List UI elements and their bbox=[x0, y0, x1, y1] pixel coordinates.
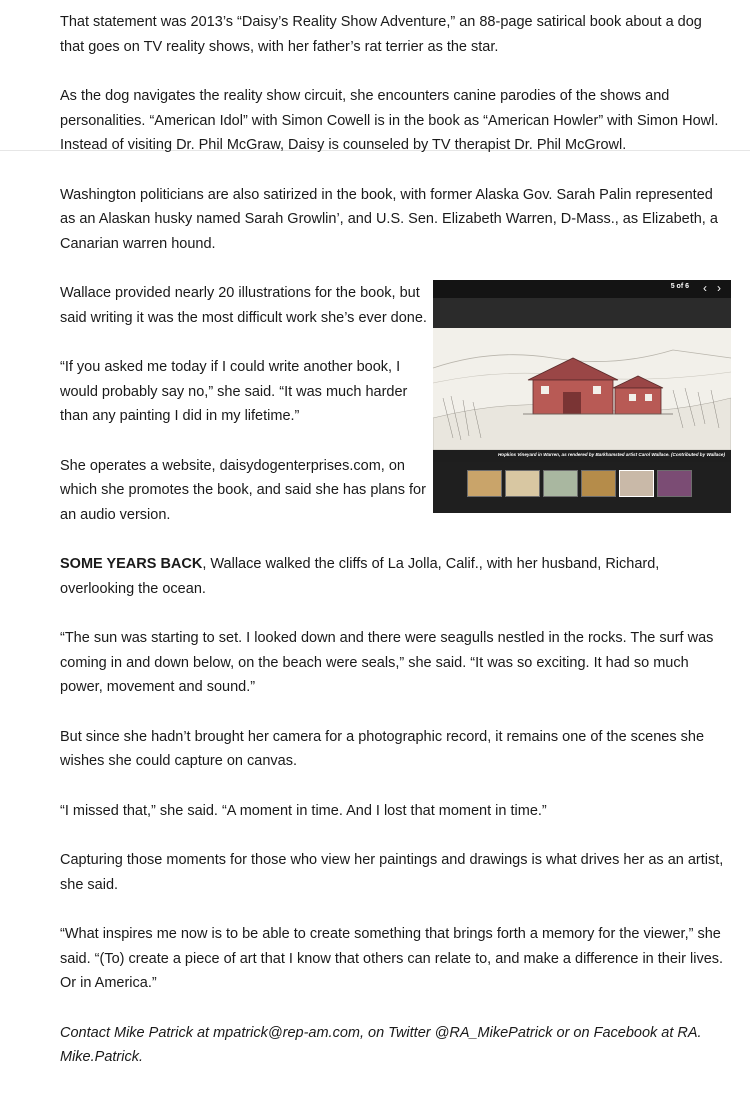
gallery-thumbnail[interactable] bbox=[657, 470, 692, 497]
gallery-thumbnail[interactable] bbox=[543, 470, 578, 497]
paragraph: Capturing those moments for those who view her paintings and drawings is what drives her as an artist, she said. bbox=[60, 852, 724, 893]
gallery-counter: 5 of 6 bbox=[670, 283, 689, 290]
contact-line: Contact Mike Patrick at mpatrick@rep-am.com, on Twitter @RA_MikePatrick or on Facebook at RA. Mike.Patrick. bbox=[60, 1024, 702, 1065]
paragraph: “I missed that,” she said. “A moment in time. And I lost that moment in time.” bbox=[60, 802, 547, 819]
chevron-right-icon[interactable]: › bbox=[717, 281, 721, 295]
barn-sketch-image bbox=[433, 328, 731, 450]
article-body bbox=[60, 10, 730, 1095]
chevron-left-icon[interactable]: ‹ bbox=[703, 281, 707, 295]
paragraph: “What inspires me now is to be able to create something that brings forth a memory for the viewer,” she said. “(To) create a piece of art that I know that others can relate to, and make a difference in their lives. Or in America.” bbox=[60, 926, 724, 991]
paragraph: But since she hadn’t brought her camera for a photographic record, it remains one of the scenes she wishes she could capture on canvas. bbox=[60, 728, 705, 769]
gallery-toolbar bbox=[433, 280, 731, 298]
section-lead: SOME YEARS BACK bbox=[60, 556, 203, 572]
paragraph: Washington politicians are also satirized in the book, with former Alaska Gov. Sarah Palin represented as an Alaskan husky named Sarah Growlin’, and U.S. Sen. Elizabeth Warren, D-Mass., as Elizabeth, a Canarian warren hound. bbox=[60, 186, 718, 252]
paragraph: “The sun was starting to set. I looked down and there were seagulls nestled in the rocks. The surf was coming in and down below, on the beach were seals,” she said. “It was so exciting. It had so much power, movement and sound.” bbox=[60, 630, 714, 695]
paragraph: She operates a website, daisydogenterprises.com, on which she promotes the book, and said she has plans for an audio version. bbox=[60, 457, 426, 523]
paragraph: That statement was 2013’s “Daisy’s Reality Show Adventure,” an 88-page satirical book about a dog that goes on TV reality shows, with her father’s rat terrier as the star. bbox=[60, 14, 702, 55]
paragraph: “If you asked me today if I could write another book, I would probably say no,” she said. “It was much harder than any painting I did in my lifetime.” bbox=[60, 359, 408, 424]
paragraph: Wallace provided nearly 20 illustrations for the book, but said writing it was the most difficult work she’s ever done. bbox=[60, 285, 427, 326]
gallery-caption-bar bbox=[433, 450, 731, 462]
gallery-thumbnails bbox=[467, 464, 727, 508]
gallery-main-image[interactable] bbox=[433, 328, 731, 450]
photo-gallery bbox=[433, 280, 731, 513]
paragraph bbox=[60, 552, 730, 601]
gallery-caption: Hopkins Vineyard in Warren, as rendered by Barkhamsted artist Carol Wallace. (Contributed by Wallace) bbox=[497, 452, 725, 457]
gallery-thumbnail[interactable] bbox=[505, 470, 540, 497]
paragraph-text: , Wallace walked the cliffs of La Jolla, Calif., with her husband, Richard, overlooking the ocean. bbox=[60, 556, 660, 597]
gallery-thumbnail[interactable] bbox=[467, 470, 502, 497]
paragraph: As the dog navigates the reality show circuit, she encounters canine parodies of the shows and personalities. “American Idol” with Simon Cowell is in the book as “American Howler” with Simon Howl. Instead of visiting Dr. Phil McGraw, Daisy is counseled by TV therapist Dr. Phil McGrowl. bbox=[60, 88, 719, 153]
gallery-thumbnail[interactable] bbox=[581, 470, 616, 497]
gallery-thumbnail[interactable] bbox=[619, 470, 654, 497]
gallery-spacer bbox=[433, 298, 731, 328]
